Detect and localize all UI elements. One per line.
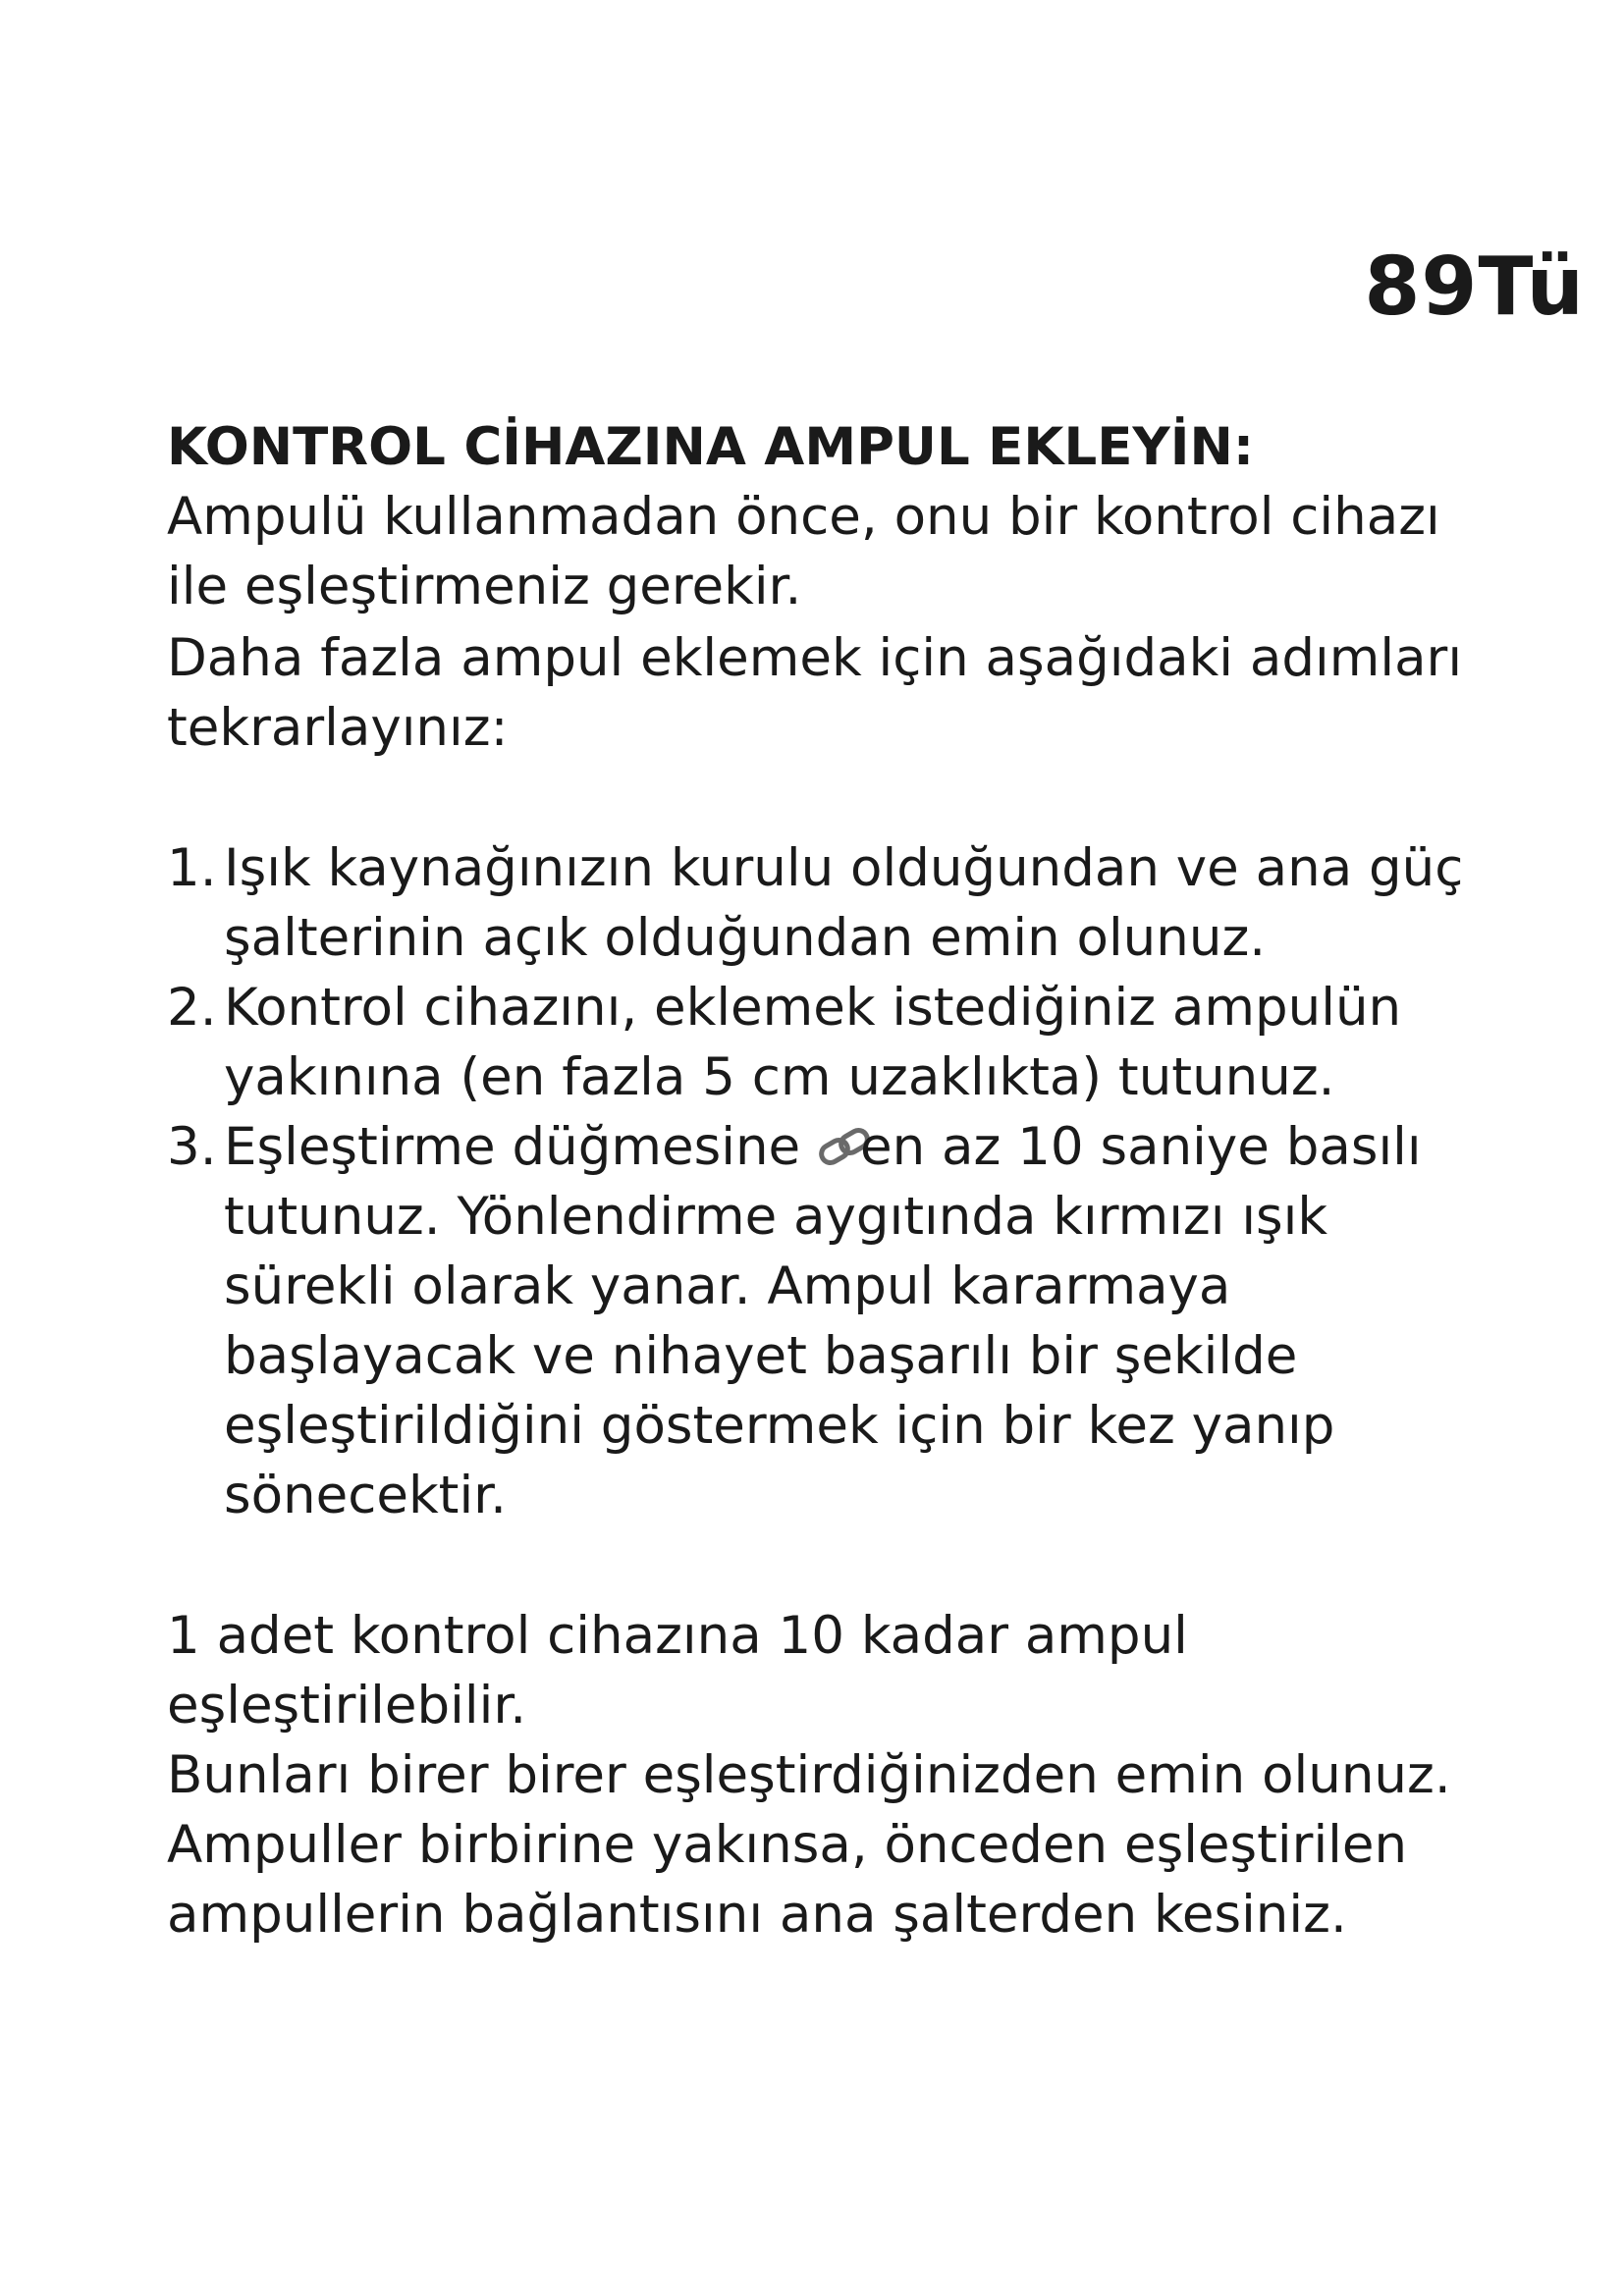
step-item-1 [167, 833, 1502, 973]
step-text: Işık kaynağınızın kurulu olduğundan ve ana güç şalterinin açık olduğundan emin olunuz. [224, 838, 1464, 968]
step-number: 1. [167, 838, 217, 898]
note-paragraph-2: Bunları birer birer eşleştirdiğinizden emin olunuz. Ampuller birbirine yakınsa, önceden eşleştirilen ampullerin bağlantısını ana şalterden kesiniz. [167, 1745, 1451, 1945]
page-number: 89Tü [1364, 240, 1585, 334]
step-item-2 [167, 973, 1502, 1112]
step-number: 3. [167, 1117, 217, 1177]
step-text-before-icon: Eşleştirme düğmesine [224, 1117, 817, 1177]
section-heading: KONTROL CİHAZINA AMPUL EKLEYİN: [167, 417, 1255, 477]
intro-paragraph-1: Ampulü kullanmadan önce, onu bir kontrol cihazı ile eşleştirmeniz gerekir. [167, 487, 1440, 616]
steps-list [167, 833, 1502, 1530]
intro-paragraph-2: Daha fazla ampul eklemek için aşağıdaki adımları tekrarlayınız: [167, 628, 1463, 758]
step-item-3 [167, 1112, 1502, 1530]
instruction-section [167, 412, 1502, 1949]
step-text: Kontrol cihazını, eklemek istediğiniz ampulün yakınına (en fazla 5 cm uzaklıkta) tutunuz. [224, 978, 1402, 1107]
step-text-after-icon: en az 10 saniye basılı tutunuz. Yönlendirme aygıtında kırmızı ışık sürekli olarak yanar. Ampul kararmaya başlayacak ve nihayet başarılı bir şekilde eşleştirildiğini göstermek için bir kez yanıp sönecektir. [224, 1117, 1422, 1525]
step-number: 2. [167, 978, 217, 1038]
note-paragraph-1: 1 adet kontrol cihazına 10 kadar ampul eşleştirilebilir. [167, 1606, 1188, 1735]
